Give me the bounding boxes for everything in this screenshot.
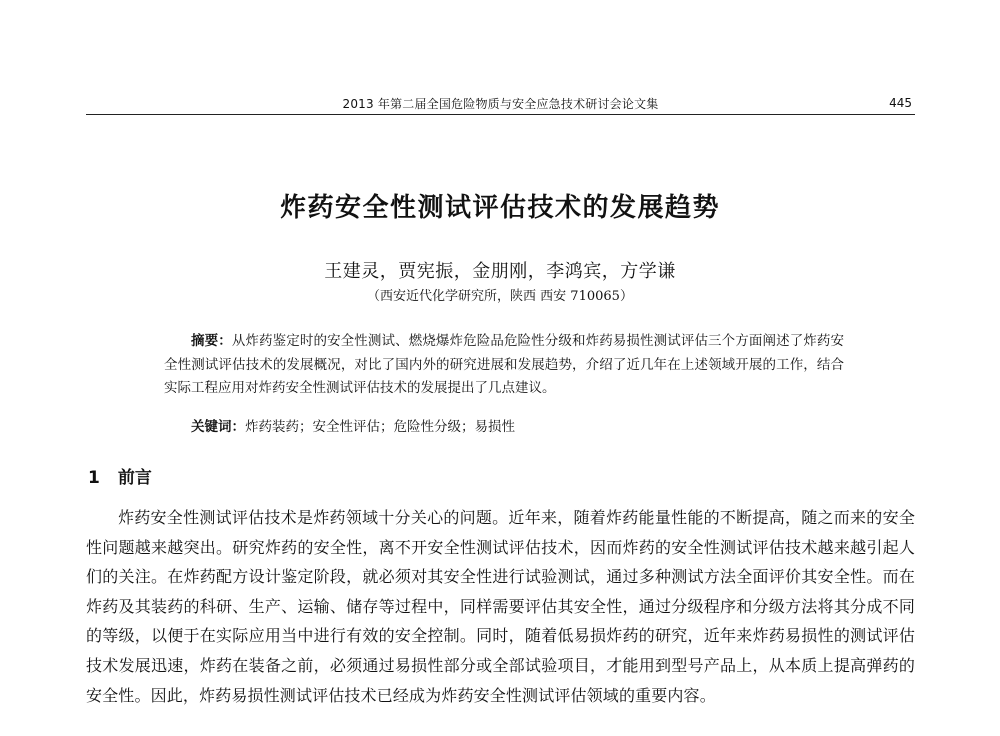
section-number: 1 [88,468,100,488]
keywords [191,415,844,435]
abstract-label: 摘要： [191,333,232,349]
abstract [164,330,844,401]
keywords-label: 关键词： [191,419,245,435]
page-number: 445 [889,96,912,110]
body-paragraph: 炸药安全性测试评估技术是炸药领域十分关心的问题。近年来，随着炸药能量性能的不断提高，随之而来的安全性问题越来越突出。研究炸药的安全性，离不开安全性测试评估技术，因而炸药的安全性测试评估技术越来越引起人们的关注。在炸药配方设计鉴定阶段，就必须对其安全性进行试验测试，通过多种测试方法全面评价其安全性。而在炸药及其装药的科研、生产、运输、储存等过程中，同样需要评估其安全性，通过分级程序和分级方法将其分成不同的等级，以便于在实际应用当中进行有效的安全控制。同时，随着低易损炸药的研究，近年来炸药易损性的测试评估技术发展迅速，炸药在装备之前，必须通过易损性部分或全部试验项目，才能用到型号产品上，从本质上提高弹药的安全性。因此，炸药易损性测试评估技术已经成为炸药安全性测试评估领域的重要内容。 [86,508,915,705]
paper-title: 炸药安全性测试评估技术的发展趋势 [279,193,720,223]
section-heading [88,463,152,488]
affiliation: （西安近代化学研究所，陕西 西安 710065） [367,289,633,304]
keywords-text: 炸药装药；安全性评估；危险性分级；易损性 [245,419,515,435]
author-list: 王建灵，贾宪振，金朋刚，李鸿宾，方学谦 [324,261,676,282]
section-title: 前言 [117,468,152,488]
header-rule [86,114,915,115]
abstract-text: 从炸药鉴定时的安全性测试、燃烧爆炸危险品危险性分级和炸药易损性测试评估三个方面阐述了炸药安全性测试评估技术的发展概况，对比了国内外的研究进展和发展趋势，介绍了近几年在上述领域开展的工作，结合实际工程应用对炸药安全性测试评估技术的发展提出了几点建议。 [164,333,845,396]
running-header: 2013 年第二届全国危险物质与安全应急技术研讨会论文集 [342,97,659,111]
